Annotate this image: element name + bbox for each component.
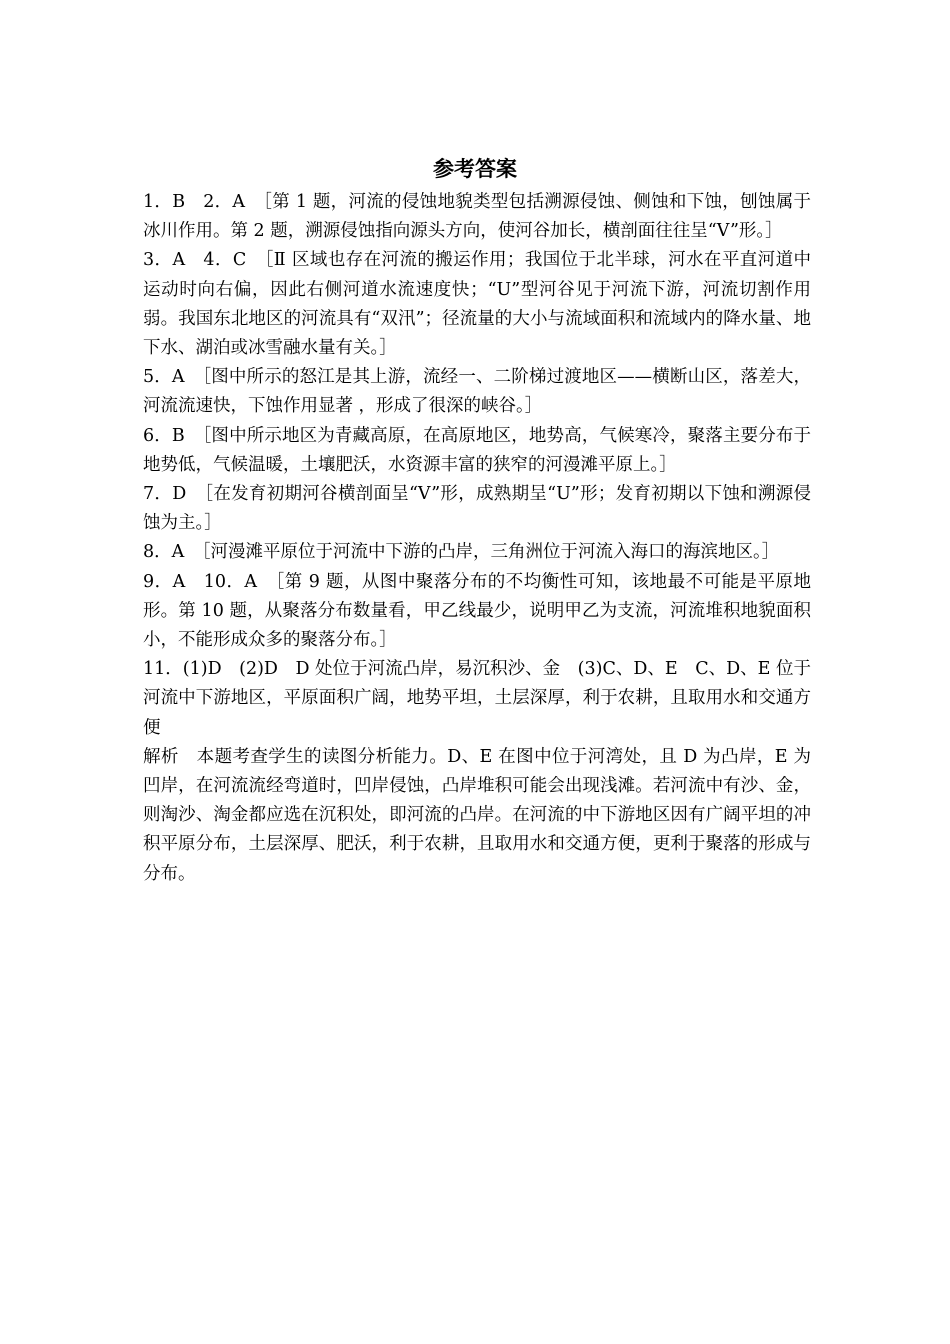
answer-11: 11．(1)D (2)D D 处位于河流凸岸，易沉积沙、金 (3)C、D、E C、D、E 位于河流中下游地区，平原面积广阔，地势平坦，土层深厚，利于农耕，且取用水和交通方便 bbox=[143, 659, 811, 738]
answer-5: 5．A ［图中所示的怒江是其上游，流经一、二阶梯过渡地区——横断山区，落差大，河流流速快，下蚀作用显著 ，形成了很深的峡谷。］ bbox=[143, 367, 811, 417]
answer-7: 7．D ［在发育初期河谷横剖面呈“V”形，成熟期呈“U”形；发育初期以下蚀和溯源侵蚀为主。］ bbox=[143, 484, 811, 534]
answer-8: 8．A ［河漫滩平原位于河流中下游的凸岸，三角洲位于河流入海口的海滨地区。］ bbox=[143, 542, 780, 563]
answer-1-2: 1．B 2．A ［第 1 题，河流的侵蚀地貌类型包括溯源侵蚀、侧蚀和下蚀，刨蚀属于冰川作用。第 2 题，溯源侵蚀指向源头方向，使河谷加长，横剖面往往呈“V”形。］ bbox=[143, 192, 811, 242]
page-title: 参考答案 bbox=[433, 157, 517, 181]
answer-list bbox=[143, 188, 811, 889]
answer-9-10: 9．A 10．A ［第 9 题，从图中聚落分布的不均衡性可知，该地最不可能是平原地形。第 10 题，从聚落分布数量看，甲乙线最少，说明甲乙为支流，河流堆积地貌面积小，不能形成众多的聚落分布。］ bbox=[143, 571, 811, 651]
answer-11-explanation: 解析 本题考查学生的读图分析能力。D、E 在图中位于河湾处，且 D 为凸岸，E 为凹岸，在河流流经弯道时，凹岸侵蚀，凸岸堆积可能会出现浅滩。若河流中有沙、金，则淘沙、淘金都应选在沉积处，即河流的凸岸。在河流的中下游地区因有广阔平坦的冲积平原分布，土层深厚、肥沃，利于农耕，且取用水和交通方便，更利于聚落的形成与分布。 bbox=[143, 746, 811, 884]
answer-6: 6．B ［图中所示地区为青藏高原，在高原地区，地势高，气候寒冷，聚落主要分布于地势低，气候温暖，土壤肥沃，水资源丰富的狭窄的河漫滩平原上。］ bbox=[143, 425, 811, 475]
answer-3-4: 3．A 4．C ［Ⅱ 区域也存在河流的搬运作用；我国位于北半球，河水在平直河道中运动时向右偏，因此右侧河道水流速度快；“U”型河谷见于河流下游，河流切割作用弱。我国东北地区的河流具有“双汛”；径流量的大小与流域面积和流域内的降水量、地下水、湖泊或冰雪融水量有关。］ bbox=[143, 250, 811, 359]
